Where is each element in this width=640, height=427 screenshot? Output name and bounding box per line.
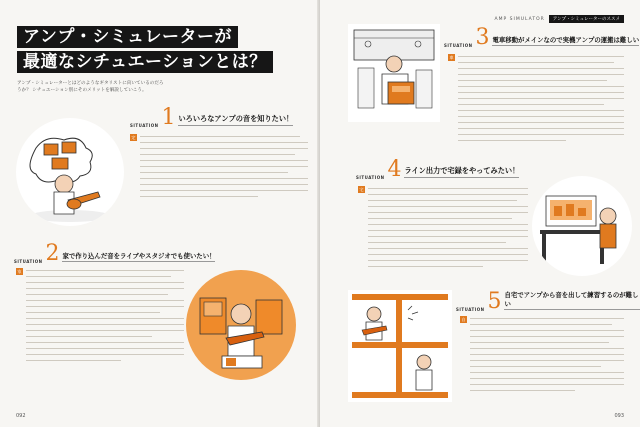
situation-label: SITUATION (456, 307, 485, 312)
situation-3-text-lines (458, 56, 624, 146)
feature-title (17, 26, 273, 76)
situation-label: SITUATION (14, 259, 43, 264)
drop-cap: 車 (449, 55, 454, 60)
right-page (320, 0, 640, 427)
lead-text: アンプ・シミュレーターとはどのようなギタリストに向いているのだろうか？ シチュエーション別にそのメリットを解説していこう。 (17, 81, 164, 93)
drop-cap: 宅 (359, 187, 364, 192)
situation-5-illustration (348, 290, 452, 402)
drop-cap: 家 (17, 269, 22, 274)
page-number-left: 092 (16, 413, 26, 419)
title-line-2: 最適なシチュエーションとは？ (17, 51, 273, 73)
situation-1-text-lines (140, 136, 308, 202)
situation-3-heading (444, 25, 640, 50)
situation-number: 1 (161, 105, 176, 130)
situation-4-text-lines (368, 188, 528, 272)
situation-number: 4 (387, 157, 402, 182)
drop-cap: 定 (131, 135, 136, 140)
situation-number: 3 (475, 25, 490, 50)
situation-title: 電車移動がメインなので実機アンプの運搬は難しい (492, 36, 640, 44)
drop-cap: 自 (461, 317, 466, 322)
situation-label: SITUATION (356, 175, 385, 180)
page-number-right: 093 (614, 413, 624, 419)
situation-title: 自宅でアンプから音を出して練習するのが難しい (504, 291, 639, 308)
home-recording-desk-icon (532, 176, 632, 276)
situation-1-illustration (16, 118, 124, 226)
situation-2-heading (14, 241, 216, 266)
situation-4-illustration (532, 176, 632, 276)
situation-1-heading (130, 105, 294, 130)
apartment-noise-icon (348, 290, 452, 402)
train-commuter-amp-icon (348, 24, 440, 122)
situation-label: SITUATION (130, 123, 159, 128)
situation-number: 2 (45, 241, 60, 266)
situation-4-heading (356, 157, 520, 182)
situation-title: ライン出力で宅録をやってみたい！ (404, 166, 519, 178)
situation-title: いろいろなアンプの音を知りたい！ (178, 114, 293, 126)
header-japanese: アンプ・シミュレーターのススメ (549, 15, 624, 23)
situation-2-text-lines (26, 270, 184, 366)
situation-3-illustration (348, 24, 440, 122)
running-header (495, 15, 624, 23)
situation-label: SITUATION (444, 43, 473, 48)
situation-2-illustration (186, 270, 296, 380)
situation-5-heading (456, 290, 640, 312)
situation-title: 家で作り込んだ音をライブやスタジオでも使いたい！ (62, 252, 216, 260)
title-line-1: アンプ・シミュレーターが (17, 26, 238, 48)
header-english: AMP SIMULATOR (494, 16, 545, 22)
guitarist-stage-icon (186, 270, 296, 380)
situation-number: 5 (487, 289, 502, 314)
situation-5-text-lines (470, 318, 624, 396)
guitarist-thinking-amps-icon (16, 118, 124, 226)
